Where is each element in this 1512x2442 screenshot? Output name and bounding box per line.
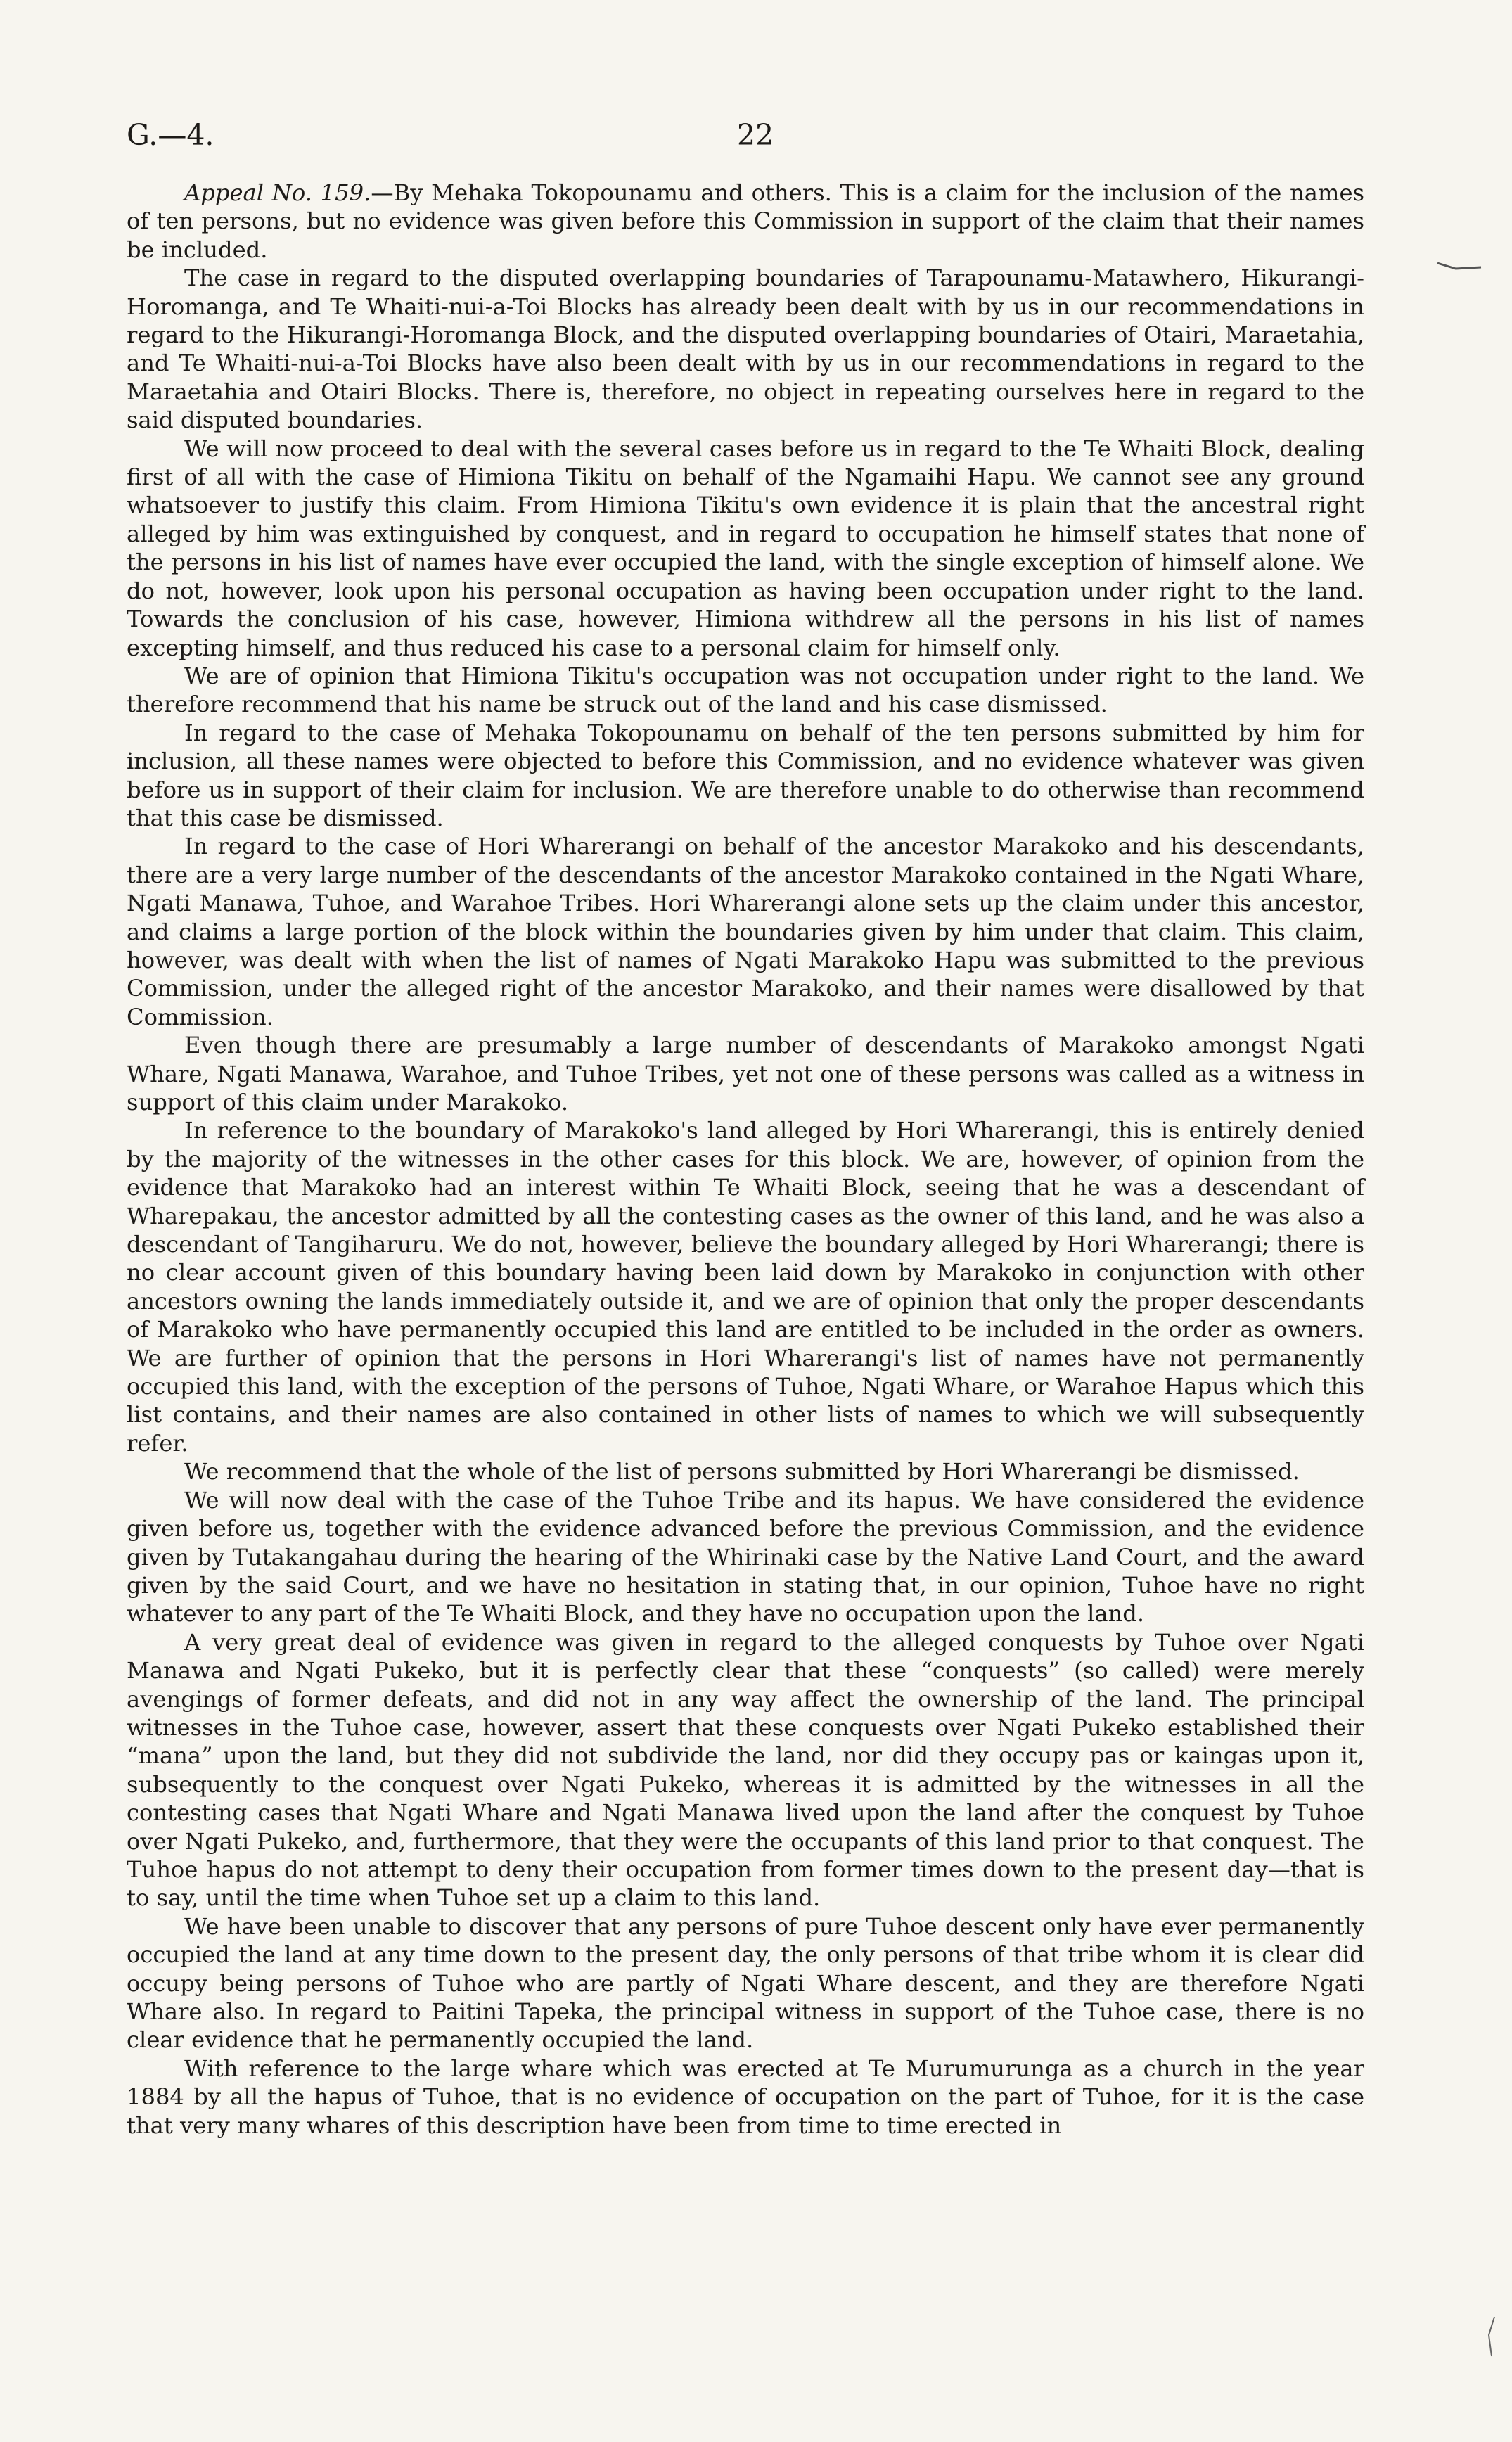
margin-mark	[1480, 2314, 1501, 2363]
paragraph-text: —By Mehaka Tokopounamu and others. This is a claim for the inclusion of the names of ten persons, but no evidence was given before this Commission in support of the claim that their names be included.	[127, 179, 1365, 263]
document-reference: G.—4.	[127, 118, 214, 152]
body-text	[127, 179, 1364, 2140]
paragraph: In reference to the boundary of Marakoko's land alleged by Hori Wharerangi, this is entirely denied by the majority of the witnesses in the other cases for this block. We are, however, of opinion from the evidence that Marakoko had an interest within Te Whaiti Block, seeing that he was a descendant of Wharepakau, the ancestor admitted by all the contesting cases as the owner of this land, and he was also a descendant of Tangiharuru. We do not, however, believe the boundary alleged by Hori Wharerangi; there is no clear account given of this boundary having been laid down by Marakoko in conjunction with other ancestors owning the lands immediately outside it, and we are of opinion that only the proper descendants of Marakoko who have permanently occupied this land are entitled to be included in the order as owners. We are further of opinion that the persons in Hori Wharerangi's list of names have not permanently occupied this land, with the exception of the persons of Tuhoe, Ngati Whare, or Warahoe Hapus which this list contains, and their names are also contained in other lists of names to which we will subsequently refer.	[127, 1117, 1364, 1457]
paragraph: We will now deal with the case of the Tuhoe Tribe and its hapus. We have considered the evidence given before us, together with the evidence advanced before the previous Commission, and the evidence given by Tutakangahau during the hearing of the Whirinaki case by the Native Land Court, and the award given by the said Court, and we have no hesitation in stating that, in our opinion, Tuhoe have no right whatever to any part of the Te Whaiti Block, and they have no occupation upon the land.	[127, 1486, 1364, 1628]
paragraph: Even though there are presumably a large number of descendants of Marakoko amongst Ngati Whare, Ngati Manawa, Warahoe, and Tuhoe Tribes, yet not one of these persons was called as a witness in support of this claim under Marakoko.	[127, 1032, 1364, 1115]
margin-mark	[1435, 259, 1484, 276]
paragraph: The case in regard to the disputed overlapping boundaries of Tarapounamu-Matawhero, Hikurangi-Horomanga, and Te Whaiti-nui-a-Toi Blocks has already been dealt with by us in our recommendations in regard to the Hikurangi-Horomanga Block, and the disputed overlapping boundaries of Otairi, Maraetahia, and Te Whaiti-nui-a-Toi Blocks have also been dealt with by us in our recommendations in regard to the Maraetahia and Otairi Blocks. There is, therefore, no object in repeating ourselves here in regard to the said disputed boundaries.	[127, 264, 1364, 434]
paragraph	[127, 179, 1364, 264]
paragraph: With reference to the large whare which was erected at Te Murumurunga as a church in the year 1884 by all the hapus of Tuhoe, that is no evidence of occupation on the part of Tuhoe, for it is the case that very many whares of this description have been from time to time erected in	[127, 2054, 1364, 2139]
page-number: 22	[737, 118, 774, 152]
paragraph: We recommend that the whole of the list of persons submitted by Hori Wharerangi be dismissed.	[184, 1458, 1300, 1485]
paragraph: We have been unable to discover that any persons of pure Tuhoe descent only have ever permanently occupied the land at any time down to the present day, the only persons of that tribe whom it is clear did occupy being persons of Tuhoe who are partly of Ngati Whare descent, and they are therefore Ngati Whare also. In regard to Paitini Tapeka, the principal witness in support of the Tuhoe case, there is no clear evidence that he permanently occupied the land.	[127, 1912, 1364, 2054]
paragraph: We will now proceed to deal with the several cases before us in regard to the Te Whaiti Block, dealing first of all with the case of Himiona Tikitu on behalf of the Ngamaihi Hapu. We cannot see any ground whatsoever to justify this claim. From Himiona Tikitu's own evidence it is plain that the ancestral right alleged by him was extinguished by conquest, and in regard to occupation he himself states that none of the persons in his list of names have ever occupied the land, with the single exception of himself alone. We do not, however, look upon his personal occupation as having been occupation under right to the land. Towards the conclusion of his case, however, Himiona withdrew all the persons in his list of names excepting himself, and thus reduced his case to a personal claim for himself only.	[127, 435, 1364, 661]
paragraph: In regard to the case of Mehaka Tokopounamu on behalf of the ten persons submitted by him for inclusion, all these names were objected to before this Commission, and no evidence whatever was given before us in support of their claim for inclusion. We are therefore unable to do otherwise than recommend that this case be dismissed.	[127, 719, 1364, 831]
page-header	[127, 118, 1364, 160]
paragraph: We are of opinion that Himiona Tikitu's occupation was not occupation under right to the land. We therefore recommend that his name be struck out of the land and his case dismissed.	[127, 662, 1364, 718]
paragraph: In regard to the case of Hori Wharerangi on behalf of the ancestor Marakoko and his descendants, there are a very large number of the descendants of the ancestor Marakoko contained in the Ngati Whare, Ngati Manawa, Tuhoe, and Warahoe Tribes. Hori Wharerangi alone sets up the claim under this ancestor, and claims a large portion of the block within the boundaries given by him under that claim. This claim, however, was dealt with when the list of names of Ngati Marakoko Hapu was submitted to the previous Commission, under the alleged right of the ancestor Marakoko, and their names were disallowed by that Commission.	[127, 833, 1364, 1030]
appeal-heading: Appeal No. 159.	[184, 179, 371, 206]
paragraph: A very great deal of evidence was given in regard to the alleged conquests by Tuhoe over Ngati Manawa and Ngati Pukeko, but it is perfectly clear that these “conquests” (so called) were merely avengings of former defeats, and did not in any way affect the ownership of the land. The principal witnesses in the Tuhoe case, however, assert that these conquests over Ngati Pukeko established their “mana” upon the land, but they did not subdivide the land, nor did they occupy pas or kaingas upon it, subsequently to the conquest over Ngati Pukeko, whereas it is admitted by the witnesses in all the contesting cases that Ngati Whare and Ngati Manawa lived upon the land after the conquest by Tuhoe over Ngati Pukeko, and, furthermore, that they were the occupants of this land prior to that conquest. The Tuhoe hapus do not attempt to deny their occupation from former times down to the present day—that is to say, until the time when Tuhoe set up a claim to this land.	[127, 1628, 1364, 1912]
